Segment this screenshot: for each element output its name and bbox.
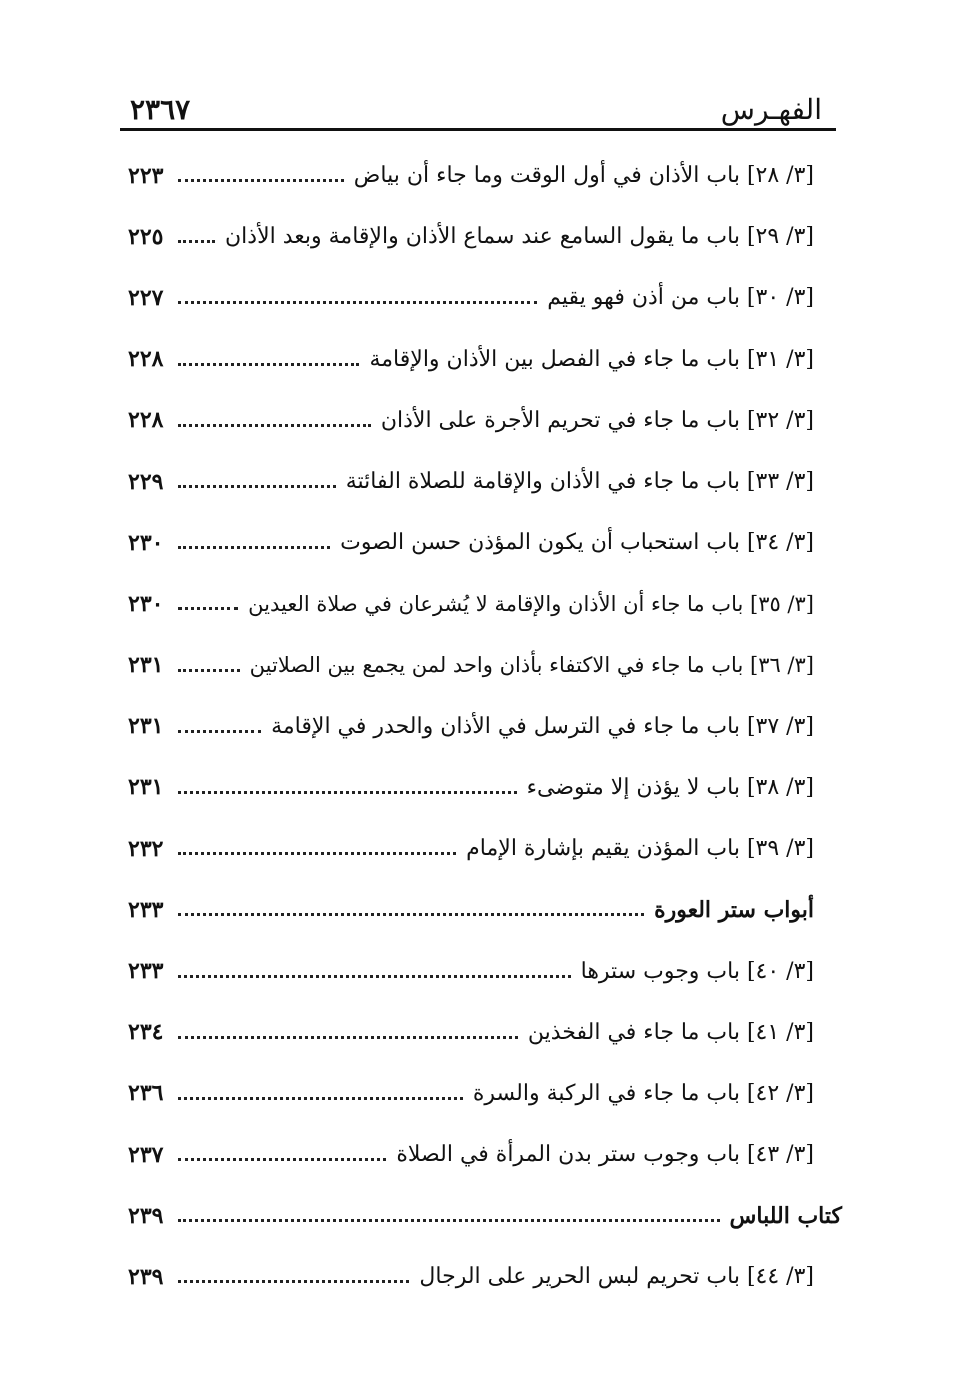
toc-entry-title: [٣/ ٣٠] باب من أذن فهو يقيم	[547, 285, 814, 311]
toc-entry-title: [٣/ ٤٣] باب وجوب ستر بدن المرأة في الصلاة	[396, 1142, 814, 1168]
toc-entry	[128, 940, 814, 1001]
dot-leader	[178, 1219, 720, 1222]
header-page-number: ٢٣٦٧	[130, 93, 191, 126]
toc-entry-title: [٣/ ٣١] باب ما جاء في الفصل بين الأذان والإقامة	[369, 346, 814, 372]
toc-entry-page: ٢٣٠	[128, 529, 164, 556]
toc-entry	[128, 1002, 814, 1063]
toc-entry	[128, 451, 814, 512]
toc-entry-title: [٣/ ٤٠] باب وجوب سترها	[580, 958, 814, 984]
toc-entry-page: ٢٢٧	[128, 284, 164, 311]
toc-entry-page: ٢٣٩	[128, 1202, 164, 1229]
page-header	[120, 92, 836, 131]
toc-entry-page: ٢٣١	[128, 652, 164, 679]
toc-entry	[128, 512, 814, 573]
toc-entry-title: أبواب ستر العورة	[654, 896, 814, 923]
toc-entry-title: [٣/ ٢٩] باب ما يقول السامع عند سماع الأذان والإقامة وبعد الأذان	[225, 224, 814, 250]
dot-leader	[178, 852, 456, 855]
dot-leader	[178, 240, 215, 243]
toc-entry-title: [٣/ ٤٤] باب تحريم لبس الحرير على الرجال	[419, 1264, 814, 1290]
toc-entry	[128, 635, 814, 696]
dot-leader	[178, 546, 330, 549]
toc-entry	[128, 329, 814, 390]
dot-leader	[178, 730, 261, 733]
toc-entry-page: ٢٣٦	[128, 1080, 164, 1107]
toc-entry-title: [٣/ ٣٨] باب لا يؤذن إلا متوضىء	[526, 774, 814, 800]
toc-entry-page: ٢٣٣	[128, 896, 164, 923]
toc-entry-page: ٢٣١	[128, 713, 164, 740]
toc-entry-page: ٢٢٩	[128, 468, 164, 495]
toc-entry-page: ٢٣٠	[128, 590, 164, 617]
toc-entry-title: [٣/ ٣٢] باب ما جاء في تحريم الأجرة على الأذان	[380, 407, 814, 433]
toc-book-heading	[128, 1185, 842, 1246]
toc-entry-page: ٢٢٨	[128, 407, 164, 434]
toc-entry	[128, 696, 814, 757]
toc-entry	[128, 206, 814, 267]
toc-entry-page: ٢٢٥	[128, 223, 164, 250]
dot-leader	[178, 607, 238, 610]
dot-leader	[178, 1280, 409, 1283]
toc-entry	[128, 390, 814, 451]
toc-entry-title: [٣/ ٣٧] باب ما جاء في الترسل في الأذان والحدر في الإقامة	[271, 713, 814, 739]
toc-section-heading	[128, 879, 814, 940]
toc-entry	[128, 573, 814, 634]
dot-leader	[178, 301, 537, 304]
dot-leader	[178, 1036, 518, 1039]
toc-entry-page: ٢٣٩	[128, 1263, 164, 1290]
dot-leader	[178, 485, 336, 488]
toc-entry	[128, 145, 814, 206]
toc-entry-page: ٢٢٣	[128, 162, 164, 189]
dot-leader	[178, 1158, 386, 1161]
dot-leader	[178, 1097, 463, 1100]
toc-entry-title: [٣/ ٢٨] باب الأذان في أول الوقت وما جاء أن بياض	[353, 163, 814, 189]
toc-entry	[128, 1063, 814, 1124]
toc-entry	[128, 757, 814, 818]
toc-entry-title: [٣/ ٤٢] باب ما جاء في الركبة والسرة	[472, 1080, 814, 1106]
toc-entry-page: ٢٢٨	[128, 346, 164, 373]
toc-entry	[128, 1246, 814, 1307]
header-title: الفهـرس	[720, 93, 822, 126]
toc-entry	[128, 267, 814, 328]
dot-leader	[178, 975, 571, 978]
dot-leader	[178, 363, 359, 366]
toc-entry-title: كتاب اللباس	[729, 1202, 842, 1229]
toc-entry-title: [٣/ ٣٣] باب ما جاء في الأذان والإقامة للصلاة الفائتة	[345, 469, 814, 495]
dot-leader	[178, 913, 644, 916]
toc-entry-title: [٣/ ٣٦] باب ما جاء في الاكتفاء بأذان واحد لمن يجمع بين الصلاتين	[249, 653, 814, 678]
toc-entry-title: [٣/ ٣٩] باب المؤذن يقيم بإشارة الإمام	[466, 836, 814, 862]
toc-entry-page: ٢٣٣	[128, 958, 164, 985]
toc-entry-title: [٣/ ٣٥] باب ما جاء أن الأذان والإقامة لا يُشرعان في صلاة العيدين	[248, 591, 814, 616]
toc-entry-title: [٣/ ٣٤] باب استحباب أن يكون المؤذن حسن الصوت	[340, 530, 814, 556]
toc-entry-page: ٢٣٤	[128, 1019, 164, 1046]
toc-entry	[128, 1124, 814, 1185]
dot-leader	[178, 424, 371, 427]
toc-entry-page: ٢٣١	[128, 774, 164, 801]
toc-entry-title: [٣/ ٤١] باب ما جاء في الفخذين	[527, 1019, 814, 1045]
toc-entry-page: ٢٣٧	[128, 1141, 164, 1168]
toc-list	[128, 145, 842, 1308]
dot-leader	[178, 791, 517, 794]
dot-leader	[178, 179, 344, 182]
toc-entry-page: ٢٣٢	[128, 835, 164, 862]
dot-leader	[178, 669, 240, 672]
toc-entry	[128, 818, 814, 879]
